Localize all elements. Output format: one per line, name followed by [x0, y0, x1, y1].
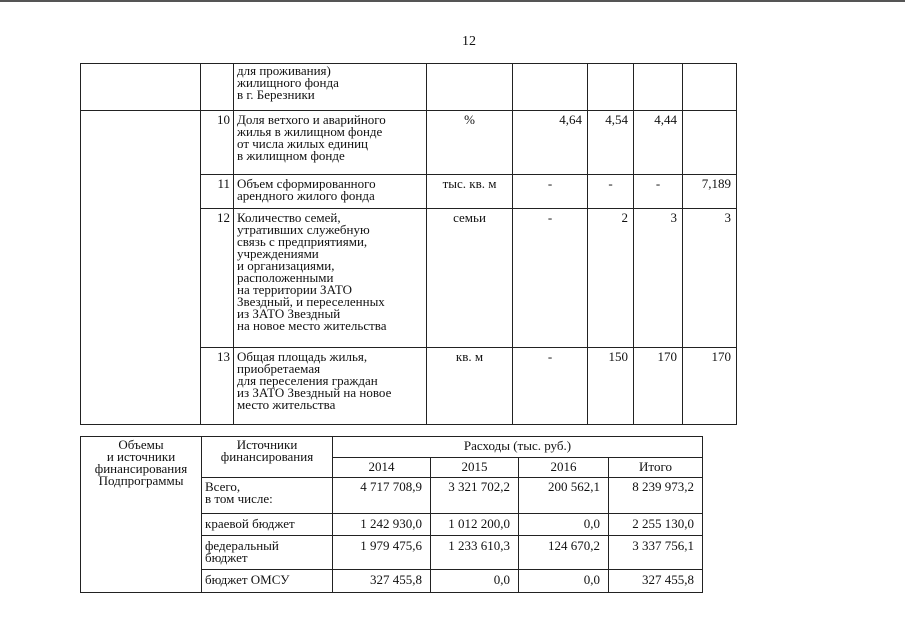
source-line: бюджет ОМСУ	[205, 572, 290, 587]
value-cell: 4,64	[513, 111, 588, 175]
row-number-cell: 13	[201, 348, 234, 425]
indicator-name-line: в г. Березники	[237, 87, 315, 102]
value-cell: -	[588, 175, 634, 209]
total-header: Итого	[609, 458, 703, 478]
amount-cell: 3 337 756,1	[609, 536, 703, 570]
indicator-name-line: Объем сформированного	[237, 176, 376, 191]
row-number-cell: 10	[201, 111, 234, 175]
indicator-name-line: утративших служебную	[237, 222, 370, 237]
unit-cell: %	[427, 111, 513, 175]
source-line: краевой бюджет	[205, 516, 295, 531]
source-cell	[202, 478, 333, 514]
unit-cell: тыс. кв. м	[427, 175, 513, 209]
source-line: бюджет	[205, 550, 248, 565]
indicator-name-line: из ЗАТО Звездный на новое	[237, 385, 392, 400]
value-cell	[513, 64, 588, 111]
row-number-cell: 11	[201, 175, 234, 209]
indicator-name-line: учреждениями	[237, 246, 319, 261]
amount-cell: 327 455,8	[609, 570, 703, 593]
value-cell: 4,44	[634, 111, 683, 175]
section-label-line: Объемы	[118, 437, 164, 452]
amount-cell: 3 321 702,2	[431, 478, 519, 514]
indicator-name-line: для проживания)	[237, 63, 331, 78]
indicator-name-line: Звездный, и переселенных	[237, 294, 385, 309]
value-cell: -	[634, 175, 683, 209]
value-cell: 3	[634, 209, 683, 348]
indicator-name-line: Общая площадь жилья,	[237, 349, 368, 364]
unit-cell	[427, 64, 513, 111]
section-cell	[81, 111, 201, 425]
amount-cell: 1 242 930,0	[333, 514, 431, 536]
source-line: в том числе:	[205, 491, 273, 506]
amount-cell: 8 239 973,2	[609, 478, 703, 514]
section-label-line: и источники	[106, 449, 176, 464]
indicator-name-cell	[234, 175, 427, 209]
unit-cell: кв. м	[427, 348, 513, 425]
indicators-table	[80, 63, 737, 425]
indicator-name-line: от числа жилых единиц	[237, 136, 368, 151]
value-cell: 170	[683, 348, 737, 425]
amount-cell: 0,0	[519, 570, 609, 593]
top-edge-line	[0, 0, 905, 2]
indicator-name-cell	[234, 111, 427, 175]
indicator-name-line: место жительства	[237, 397, 336, 412]
indicator-name-line: и организациями,	[237, 258, 335, 273]
value-cell: 3	[683, 209, 737, 348]
amount-cell: 327 455,8	[333, 570, 431, 593]
amount-cell: 0,0	[431, 570, 519, 593]
source-cell	[202, 570, 333, 593]
row-number-cell	[201, 64, 234, 111]
amount-cell: 1 979 475,6	[333, 536, 431, 570]
year-header: 2016	[519, 458, 609, 478]
source-cell	[202, 536, 333, 570]
value-cell	[683, 64, 737, 111]
section-cell	[81, 64, 201, 111]
value-cell	[683, 111, 737, 175]
financing-section-label	[81, 437, 202, 593]
sources-header	[202, 437, 333, 478]
indicator-name-line: расположенными	[237, 270, 334, 285]
amount-cell: 4 717 708,9	[333, 478, 431, 514]
indicator-name-line: на территории ЗАТО	[237, 282, 352, 297]
source-line: Всего,	[205, 479, 241, 494]
indicator-name-line: в жилищном фонде	[237, 148, 345, 163]
page-number: 12	[462, 34, 476, 49]
value-cell	[634, 64, 683, 111]
value-cell: -	[513, 209, 588, 348]
value-cell: 4,54	[588, 111, 634, 175]
indicator-name-line: Доля ветхого и аварийного	[237, 112, 386, 127]
value-cell: 150	[588, 348, 634, 425]
indicator-name-line: арендного жилого фонда	[237, 188, 375, 203]
indicator-name-line: приобретаемая	[237, 361, 321, 376]
financing-table	[80, 436, 703, 593]
indicator-name-line: на новое место жительства	[237, 318, 387, 333]
sources-header-line: финансирования	[220, 449, 314, 464]
value-cell: 2	[588, 209, 634, 348]
year-header: 2014	[333, 458, 431, 478]
indicator-name-line: Количество семей,	[237, 210, 341, 225]
row-number-cell: 12	[201, 209, 234, 348]
unit-cell: семьи	[427, 209, 513, 348]
indicator-name-line: из ЗАТО Звездный	[237, 306, 341, 321]
source-cell	[202, 514, 333, 536]
indicator-name-line: жилищного фонда	[237, 75, 339, 90]
indicator-name-line: для переселения граждан	[237, 373, 378, 388]
table-row	[81, 111, 737, 175]
source-line: федеральный	[205, 538, 279, 553]
value-cell: -	[513, 175, 588, 209]
expenses-header: Расходы (тыс. руб.)	[333, 437, 703, 458]
amount-cell: 1 233 610,3	[431, 536, 519, 570]
amount-cell: 0,0	[519, 514, 609, 536]
value-cell	[588, 64, 634, 111]
indicator-name-line: жилья в жилищном фонде	[237, 124, 383, 139]
amount-cell: 124 670,2	[519, 536, 609, 570]
value-cell: -	[513, 348, 588, 425]
table-row	[81, 437, 703, 458]
sources-header-line: Источники	[236, 437, 298, 452]
amount-cell: 1 012 200,0	[431, 514, 519, 536]
section-label-line: финансирования	[94, 461, 188, 476]
amount-cell: 2 255 130,0	[609, 514, 703, 536]
table-row	[81, 64, 737, 111]
year-header: 2015	[431, 458, 519, 478]
indicator-name-cell	[234, 64, 427, 111]
value-cell: 7,189	[683, 175, 737, 209]
indicator-name-line: связь с предприятиями,	[237, 234, 368, 249]
indicator-name-cell	[234, 209, 427, 348]
amount-cell: 200 562,1	[519, 478, 609, 514]
indicator-name-cell	[234, 348, 427, 425]
value-cell: 170	[634, 348, 683, 425]
section-label-line: Подпрограммы	[98, 473, 184, 488]
